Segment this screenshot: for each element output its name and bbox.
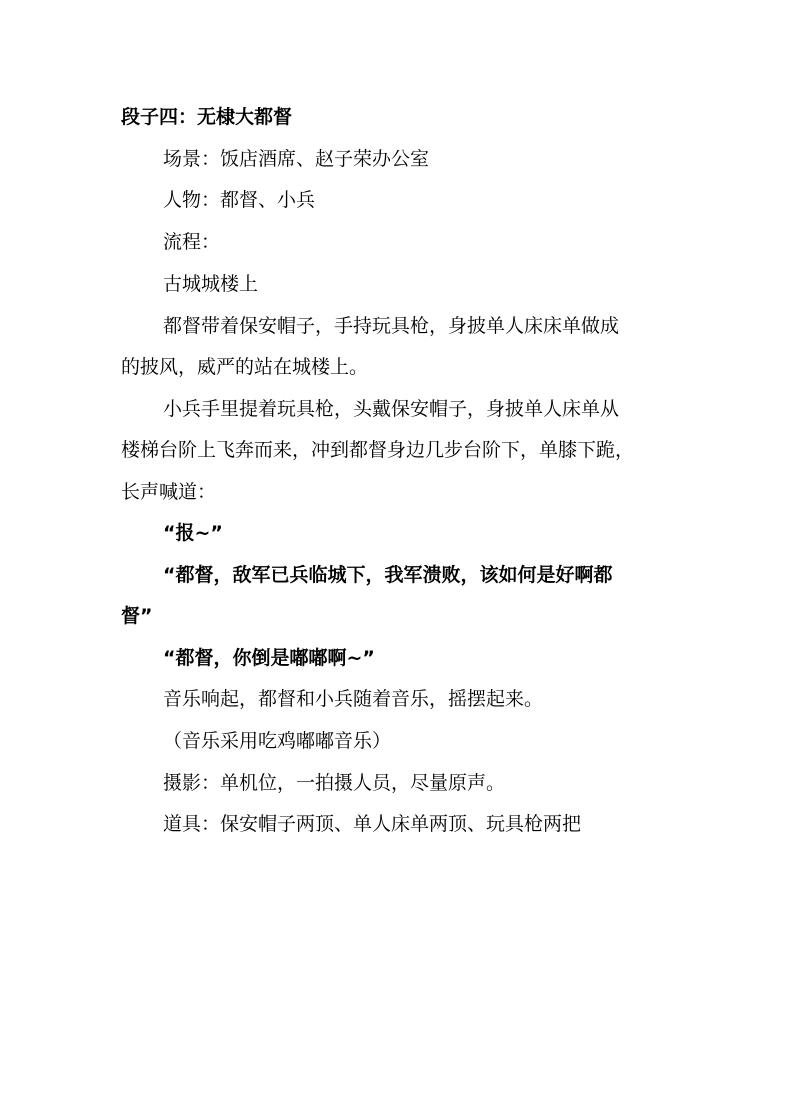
paragraph-2-line-3: 长声喊道： xyxy=(121,481,217,503)
music-action-line: 音乐响起，都督和小兵随着音乐，摇摆起来。 xyxy=(163,688,544,710)
section-title: 段子四：无棣大都督 xyxy=(121,106,293,128)
props-line: 道具：保安帽子两顶、单人床单两顶、玩具枪两把 xyxy=(163,813,582,835)
paragraph-1-line-1: 都督带着保安帽子，手持玩具枪，身披单人床床单做成 xyxy=(163,315,620,337)
characters-line: 人物：都督、小兵 xyxy=(163,189,316,211)
dialogue-1: “报~” xyxy=(163,522,223,544)
paragraph-2-line-1: 小兵手里提着玩具枪，头戴保安帽子，身披单人床单从 xyxy=(163,398,620,420)
music-note-line: （音乐采用吃鸡嘟嘟音乐） xyxy=(163,730,392,752)
scene-line: 场景：饭店酒席、赵子荣办公室 xyxy=(163,148,430,170)
paragraph-1-line-2: 的披风，威严的站在城楼上。 xyxy=(121,356,369,378)
paragraph-2-line-2: 楼梯台阶上飞奔而来，冲到都督身边几步台阶下，单膝下跪， xyxy=(121,439,635,461)
filming-line: 摄影：单机位，一拍摄人员，尽量原声。 xyxy=(163,772,506,794)
dialogue-2-line-1: “都督，敌军已兵临城下，我军溃败，该如何是好啊都 xyxy=(163,564,613,586)
location-line: 古城城楼上 xyxy=(163,273,259,295)
dialogue-2-line-2: 督” xyxy=(121,605,153,627)
process-label: 流程： xyxy=(163,231,221,253)
dialogue-3: “都督，你倒是嘟嘟啊~” xyxy=(163,647,375,669)
